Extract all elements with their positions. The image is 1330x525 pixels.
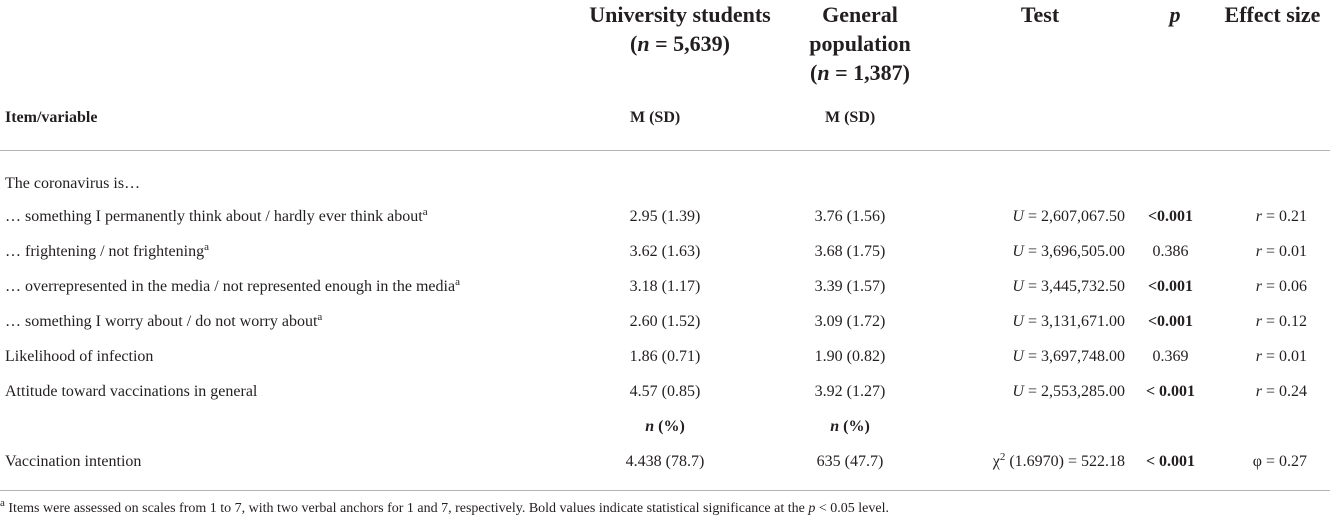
header-general-stat: M (SD) <box>825 109 876 126</box>
row-effect-size: r = 0.24 <box>1255 383 1307 400</box>
row-effect-size: r = 0.06 <box>1255 278 1307 295</box>
header-students <box>560 0 800 58</box>
table-subheader-row <box>0 410 1330 445</box>
row-test-value: $\chi^2$ (1.6970) = 522.18 <box>992 451 1125 470</box>
row-item: … something I permanently think about / hardly ever think about$^a$ <box>5 206 428 225</box>
footnote-mark: a <box>0 497 5 509</box>
row-students-value: 2.95 (1.39) <box>629 208 701 225</box>
row-effect-size: r = 0.12 <box>1255 313 1307 330</box>
row-item: … something I worry about / do not worry about$^a$ <box>5 311 323 330</box>
header-students-stat: M (SD) <box>630 109 681 126</box>
row-effect-size: r = 0.01 <box>1255 348 1307 365</box>
row-general-value: 635 (47.7) <box>816 453 884 470</box>
row-test-value: U = 3,697,748.00 <box>1012 348 1125 365</box>
header-general <box>775 0 945 87</box>
header-effect-size: Effect size <box>1224 2 1321 27</box>
table-row <box>0 200 1330 235</box>
general-count-header: n (%) <box>830 418 870 435</box>
table-row <box>0 235 1330 270</box>
row-item: Attitude toward vaccinations in general <box>5 383 258 400</box>
row-students-value: 4.438 (78.7) <box>625 453 705 470</box>
row-p-value: <0.001 <box>1147 313 1194 330</box>
row-general-value: 3.09 (1.72) <box>814 313 886 330</box>
row-general-value: 3.39 (1.57) <box>814 278 886 295</box>
row-item: Likelihood of infection <box>5 348 154 365</box>
row-test-value: U = 3,445,732.50 <box>1012 278 1125 295</box>
table-row <box>0 445 1330 480</box>
row-students-value: 4.57 (0.85) <box>629 383 701 400</box>
row-p-value: <0.001 <box>1147 208 1194 225</box>
header-general-n: (n = 1,387) <box>810 60 910 85</box>
header-general-title-2: population <box>809 31 911 56</box>
table-row <box>0 375 1330 410</box>
table-footnote: $^a$ Items were assessed on scales from 1 to 7, with two verbal anchors for 1 and 7, respectively. Bold values indicate statistical significance at the p < 0.05 level. <box>0 497 889 516</box>
header-test: Test <box>1020 2 1060 27</box>
footer-divider <box>0 490 1330 491</box>
row-general-value: 3.76 (1.56) <box>814 208 886 225</box>
table-row <box>0 340 1330 375</box>
row-test-value: U = 2,607,067.50 <box>1012 208 1125 225</box>
row-p-value: 0.386 <box>1152 243 1189 260</box>
row-effect-size: r = 0.01 <box>1255 243 1307 260</box>
table-row <box>0 167 1330 202</box>
header-general-title-1: General <box>822 2 898 27</box>
row-general-value: 1.90 (0.82) <box>814 348 886 365</box>
table-row <box>0 305 1330 340</box>
row-students-value: 1.86 (0.71) <box>629 348 701 365</box>
row-students-value: 3.18 (1.17) <box>629 278 701 295</box>
row-item: … frightening / not frightening$^a$ <box>5 241 209 260</box>
header-item-variable: Item/variable <box>5 109 98 126</box>
row-effect-size: φ = 0.27 <box>1252 453 1307 470</box>
row-p-value: < 0.001 <box>1145 383 1196 400</box>
row-test-value: U = 2,553,285.00 <box>1012 383 1125 400</box>
header-p: p <box>1169 2 1181 27</box>
students-count-header: n (%) <box>645 418 685 435</box>
row-p-value: 0.369 <box>1152 348 1189 365</box>
header-divider <box>0 150 1330 151</box>
header-students-title: University students <box>589 2 771 27</box>
row-general-value: 3.92 (1.27) <box>814 383 886 400</box>
header-students-n: (n = 5,639) <box>630 31 730 56</box>
row-p-value: < 0.001 <box>1145 453 1196 470</box>
row-students-value: 3.62 (1.63) <box>629 243 701 260</box>
row-item: Vaccination intention <box>5 453 142 470</box>
row-test-value: U = 3,696,505.00 <box>1012 243 1125 260</box>
row-item: … overrepresented in the media / not represented enough in the media$^a$ <box>5 276 460 295</box>
row-effect-size: r = 0.21 <box>1255 208 1307 225</box>
row-students-value: 2.60 (1.52) <box>629 313 701 330</box>
row-item: The coronavirus is… <box>5 175 141 192</box>
row-p-value: <0.001 <box>1147 278 1194 295</box>
table-row <box>0 270 1330 305</box>
row-test-value: U = 3,131,671.00 <box>1012 313 1125 330</box>
row-general-value: 3.68 (1.75) <box>814 243 886 260</box>
